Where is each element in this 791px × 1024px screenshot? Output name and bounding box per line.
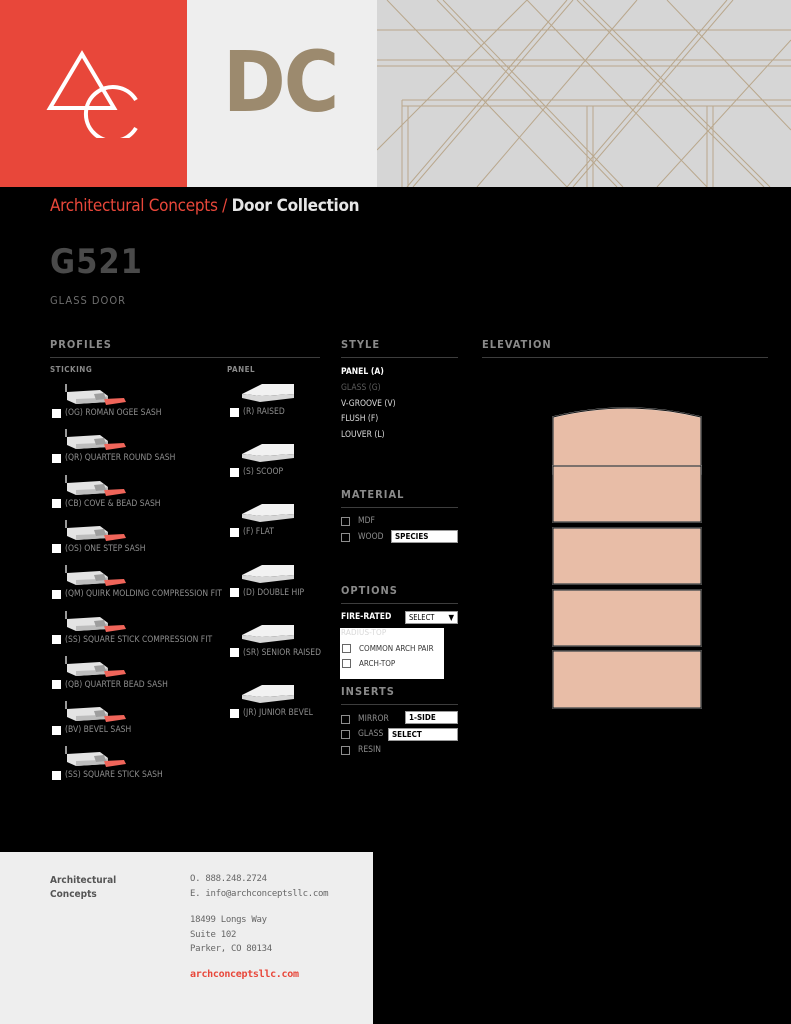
panel-checkbox[interactable] <box>230 408 239 417</box>
resin-label: RESIN <box>358 745 381 755</box>
panel-label: (JR) JUNIOR BEVEL <box>243 708 313 718</box>
sticking-option[interactable] <box>52 725 131 735</box>
sticking-option[interactable] <box>52 499 161 509</box>
panel-profile-icon <box>240 681 296 705</box>
sticking-option[interactable] <box>52 680 168 690</box>
sticking-option[interactable] <box>52 770 163 780</box>
panel-option[interactable] <box>230 708 313 718</box>
profiles-title: PROFILES <box>50 338 320 358</box>
sticking-option[interactable] <box>52 544 146 554</box>
options-title: OPTIONS <box>341 584 458 604</box>
glass-label: GLASS <box>358 729 384 739</box>
footer-address-line2: Suite 102 <box>190 929 237 940</box>
panel-checkbox[interactable] <box>230 709 239 718</box>
geometric-pattern-icon <box>377 0 791 187</box>
mirror-field[interactable]: 1-SIDE <box>405 711 458 724</box>
footer-website[interactable]: archconceptsllc.com <box>190 969 299 980</box>
wood-option[interactable] <box>341 532 384 542</box>
mirror-option[interactable] <box>341 714 389 724</box>
elevation-panel <box>553 528 701 584</box>
style-option[interactable]: V-GROOVE (V) <box>341 398 396 409</box>
collection-name: Door Collection <box>231 196 360 216</box>
sticking-profile-icon <box>64 654 128 678</box>
sticking-profile-icon <box>64 699 128 723</box>
panel-profile-icon <box>240 561 296 585</box>
chevron-down-icon: ▼ <box>448 613 454 622</box>
glass-field[interactable]: SELECT <box>388 728 458 741</box>
sticking-checkbox[interactable] <box>52 499 61 508</box>
panel-option[interactable] <box>230 527 274 537</box>
style-option[interactable]: FLUSH (F) <box>341 414 379 425</box>
style-title: STYLE <box>341 338 458 358</box>
material-title: MATERIAL <box>341 488 458 508</box>
logo-block <box>0 0 187 187</box>
elevation-panel <box>553 651 701 708</box>
panel-checkbox[interactable] <box>230 468 239 477</box>
fire-rated-label: FIRE-RATED <box>341 612 392 622</box>
common-arch-pair-label: COMMON ARCH PAIR <box>359 644 434 653</box>
door-elevation <box>552 402 702 714</box>
style-list <box>341 365 396 444</box>
sticking-option[interactable] <box>52 635 212 645</box>
style-option[interactable]: LOUVER (L) <box>341 430 385 441</box>
sticking-profile-icon <box>64 427 128 451</box>
sticking-label: (QR) QUARTER ROUND SASH <box>65 453 176 464</box>
footer-address-line1: 18499 Longs Way <box>190 915 267 925</box>
wood-checkbox[interactable] <box>341 533 350 542</box>
resin-checkbox[interactable] <box>341 746 350 755</box>
mirror-checkbox[interactable] <box>341 715 350 724</box>
model-subtitle: GLASS DOOR <box>50 294 126 307</box>
common-arch-pair-checkbox[interactable] <box>342 644 351 653</box>
sticking-checkbox[interactable] <box>52 726 61 735</box>
species-field[interactable]: SPECIES <box>391 530 458 543</box>
sticking-checkbox[interactable] <box>52 771 61 780</box>
wood-label: WOOD <box>358 532 384 542</box>
panel-checkbox[interactable] <box>230 588 239 597</box>
panel-profile-icon <box>240 380 296 404</box>
panel-label: (D) DOUBLE HIP <box>243 587 305 598</box>
sticking-profile-icon <box>64 744 128 768</box>
panel-option[interactable] <box>230 407 285 417</box>
panel-profile-icon <box>240 440 296 464</box>
sticking-checkbox[interactable] <box>52 680 61 689</box>
style-option[interactable]: GLASS (G) <box>341 382 381 393</box>
footer-address-line3: Parker, CO 80134 <box>190 944 272 954</box>
footer <box>0 852 373 1024</box>
arch-top-label: ARCH-TOP <box>359 659 396 668</box>
arch-top-option[interactable] <box>342 659 395 668</box>
sticking-profile-icon <box>64 382 128 406</box>
panel-option[interactable] <box>230 467 283 477</box>
panel-label: PANEL <box>227 365 256 374</box>
resin-option[interactable] <box>341 745 381 755</box>
sticking-label: (OS) ONE STEP SASH <box>65 543 146 554</box>
sticking-checkbox[interactable] <box>52 409 61 418</box>
sticking-profile-icon <box>64 518 128 542</box>
panel-label: (F) FLAT <box>243 527 274 538</box>
brand-name: Architectural Concepts <box>50 196 218 216</box>
sticking-option[interactable] <box>52 589 222 599</box>
radius-top-label: RADIUS-TOP <box>341 628 387 637</box>
inserts-title: INSERTS <box>341 685 458 705</box>
panel-option[interactable] <box>230 648 321 658</box>
panel-profile-icon <box>240 500 296 524</box>
glass-option[interactable] <box>341 729 383 739</box>
model-number: G521 <box>50 242 143 282</box>
common-arch-pair-option[interactable] <box>342 644 434 653</box>
sticking-label: (QM) QUIRK MOLDING COMPRESSION FIT <box>65 589 222 600</box>
sticking-profile-icon <box>64 563 128 587</box>
mdf-checkbox[interactable] <box>341 517 350 526</box>
glass-checkbox[interactable] <box>341 730 350 739</box>
sticking-checkbox[interactable] <box>52 454 61 463</box>
sticking-label: (QB) QUARTER BEAD SASH <box>65 679 168 690</box>
sticking-option[interactable] <box>52 453 175 463</box>
sticking-label: STICKING <box>50 365 93 374</box>
ac-logo-icon <box>46 48 141 138</box>
sticking-label: (OG) ROMAN OGEE SASH <box>65 408 162 418</box>
panel-label: (SR) SENIOR RAISED <box>243 647 322 658</box>
elevation-panel <box>553 590 701 646</box>
sticking-option[interactable] <box>52 408 162 418</box>
sticking-profile-icon <box>64 609 128 633</box>
panel-label: (S) SCOOP <box>243 467 284 478</box>
footer-email[interactable]: E. info@archconceptsllc.com <box>190 888 329 899</box>
fire-rated-select[interactable] <box>405 611 458 624</box>
sticking-label: (SS) SQUARE STICK COMPRESSION FIT <box>65 634 213 645</box>
collection-code: DC <box>223 33 338 131</box>
elevation-panel <box>553 408 701 474</box>
panel-profile-icon <box>240 621 296 645</box>
mdf-option[interactable] <box>341 516 375 526</box>
footer-phone: O. 888.248.2724 <box>190 874 267 884</box>
panel-checkbox[interactable] <box>230 528 239 537</box>
sticking-checkbox[interactable] <box>52 635 61 644</box>
sticking-profile-icon <box>64 473 128 497</box>
fire-rated-select-value: SELECT <box>409 613 435 622</box>
header-pattern <box>377 0 791 187</box>
sticking-label: (CB) COVE & BEAD SASH <box>65 498 161 509</box>
sticking-checkbox[interactable] <box>52 590 61 599</box>
breadcrumb <box>50 196 359 216</box>
breadcrumb-separator: / <box>217 196 232 216</box>
sticking-checkbox[interactable] <box>52 544 61 553</box>
sticking-label: (SS) SQUARE STICK SASH <box>65 770 163 781</box>
panel-label: (R) RAISED <box>243 407 285 417</box>
arch-top-checkbox[interactable] <box>342 659 351 668</box>
panel-checkbox[interactable] <box>230 648 239 657</box>
footer-contact <box>190 872 328 957</box>
style-option[interactable]: PANEL (A) <box>341 367 384 377</box>
elevation-title: ELEVATION <box>482 338 768 358</box>
footer-company: Architectural Concepts <box>50 875 117 900</box>
panel-option[interactable] <box>230 588 304 598</box>
collection-code-block <box>187 0 377 187</box>
elevation-panel <box>553 466 701 522</box>
mirror-label: MIRROR <box>358 714 389 724</box>
sticking-label: (BV) BEVEL SASH <box>65 725 132 736</box>
mdf-label: MDF <box>358 516 375 526</box>
